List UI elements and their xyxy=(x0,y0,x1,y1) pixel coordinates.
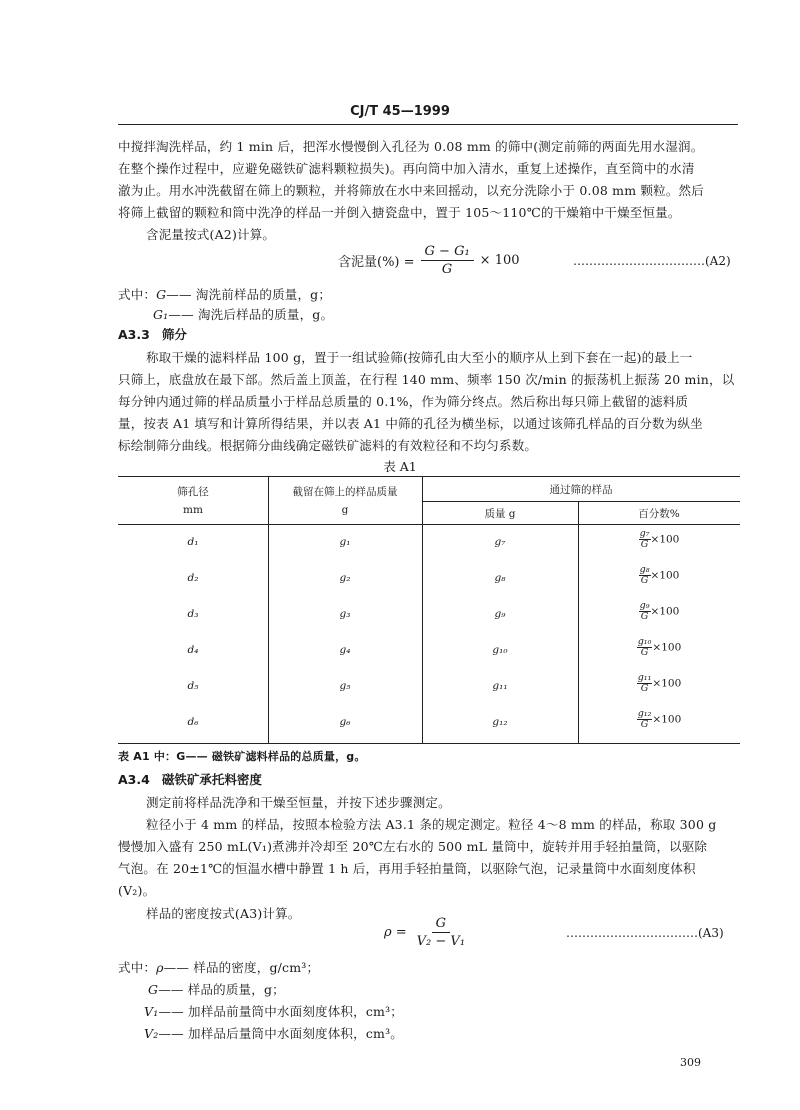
where-text: —— 淘洗后样品的质量，g。 xyxy=(168,307,334,322)
cell-retained: g₅ xyxy=(339,680,351,692)
cell-passing-percent xyxy=(578,637,740,658)
header-retained-unit: g xyxy=(341,504,349,516)
percent-denominator: G xyxy=(640,647,649,658)
cell-passing-percent xyxy=(578,529,740,550)
percent-numerator: g₇ xyxy=(639,528,650,539)
where-item xyxy=(144,1002,403,1020)
cell-passing-percent xyxy=(578,601,740,622)
formula-a2-numerator: G − G₁ xyxy=(421,244,474,261)
table-caption: 表 A1 xyxy=(383,459,417,474)
paragraph-line: 中搅拌淘洗样品，约 1 min 后，把浑水慢慢倒入孔径为 0.08 mm 的筛中(测定前筛的两面先用水湿润。 xyxy=(118,139,704,154)
percent-tail: ×100 xyxy=(650,569,680,582)
where-item xyxy=(144,1024,403,1042)
cell-aperture: d₅ xyxy=(187,680,199,692)
paragraph-line: 每分钟内通过筛的样品质量小于样品总质量的 0.1%，作为筛分终点。然后称出每只筛上截留的滤料质 xyxy=(118,394,689,409)
cell-passing-mass: g₉ xyxy=(494,608,506,620)
where-symbol: ρ xyxy=(156,960,164,975)
where-item xyxy=(153,305,333,323)
section-number: A3.4 xyxy=(118,772,150,787)
section-title: 筛分 xyxy=(161,327,187,342)
header-aperture: 筛孔径 xyxy=(177,486,209,498)
density-intro: 样品的密度按式(A3)计算。 xyxy=(146,906,301,921)
where-lead: 式中： xyxy=(118,287,157,302)
where-symbol: V₂ xyxy=(144,1026,159,1041)
formula-a3-lhs: ρ = xyxy=(384,925,407,940)
formula-a3 xyxy=(384,916,475,949)
paragraph-line: 量，按表 A1 填写和计算所得结果，并以表 A1 中筛的孔径为横坐标，以通过该筛孔样品的百分数为纵坐 xyxy=(118,416,703,431)
cell-retained: g₃ xyxy=(339,608,351,620)
table-note: 表 A1 中：G—— 磁铁矿滤料样品的总质量，g。 xyxy=(118,750,366,763)
formula-a2 xyxy=(338,244,520,277)
formula-a2-fraction xyxy=(421,244,474,277)
percent-numerator: g₉ xyxy=(639,600,650,611)
percent-denominator: G xyxy=(640,683,649,694)
paragraph-line: 测定前将样品洗净和干燥至恒量，并按下述步骤测定。 xyxy=(146,795,451,810)
where-text: —— 加样品前量筒中水面刻度体积，cm³； xyxy=(158,1004,403,1019)
equation-number-a2: ……………………………(A2) xyxy=(573,254,731,268)
percent-numerator: g₁₁ xyxy=(637,672,652,683)
where-symbol: G xyxy=(148,982,159,997)
where-text: —— 加样品后量筒中水面刻度体积，cm³。 xyxy=(158,1026,403,1041)
percent-denominator: G xyxy=(640,575,649,586)
percent-fraction xyxy=(639,565,651,586)
cell-aperture: d₃ xyxy=(187,608,199,620)
paragraph-line: 气泡。在 20±1℃的恒温水槽中静置 1 h 后，再用手轻拍量筒，以驱除气泡，记录量筒中水面刻度体积 xyxy=(118,861,696,876)
header-passing-percent: 百分数% xyxy=(638,508,680,520)
percent-numerator: g₁₂ xyxy=(637,708,652,719)
header-passing-group: 通过筛的样品 xyxy=(549,484,613,496)
cell-aperture: d₁ xyxy=(187,536,199,548)
paragraph-line: (V₂)。 xyxy=(118,883,156,898)
page-number: 309 xyxy=(680,1056,701,1069)
cell-passing-mass: g₁₂ xyxy=(492,716,508,728)
cell-aperture: d₆ xyxy=(187,716,199,728)
formula-a3-numerator: G xyxy=(432,916,450,933)
paragraph-line: 粒径小于 4 mm 的样品，按照本检验方法 A3.1 条的规定测定。粒径 4～8 mm 的样品，称取 300 g xyxy=(146,817,717,832)
paragraph-line: 称取干燥的滤料样品 100 g，置于一组试验筛(按筛孔由大至小的顺序从上到下套在一起)的最上一 xyxy=(146,350,693,365)
where-text: —— 样品的密度，g/cm³； xyxy=(163,960,320,975)
percent-fraction xyxy=(639,529,651,550)
sieve-table xyxy=(118,476,740,744)
cell-passing-mass: g₁₀ xyxy=(492,644,508,656)
cell-passing-mass: g₁₁ xyxy=(492,680,508,692)
cell-retained: g₂ xyxy=(339,572,351,584)
cell-retained: g₆ xyxy=(339,716,351,728)
table-header-rule xyxy=(118,524,740,525)
percent-fraction xyxy=(637,709,653,730)
cell-passing-percent xyxy=(578,565,740,586)
where-text: —— 淘洗前样品的质量，g； xyxy=(166,287,332,302)
percent-numerator: g₁₀ xyxy=(637,636,652,647)
header-rule xyxy=(118,124,738,125)
table-divider xyxy=(422,501,740,502)
cell-aperture: d₄ xyxy=(187,644,199,656)
formula-a3-fraction xyxy=(413,916,469,949)
cell-passing-percent xyxy=(578,709,740,730)
cell-retained: g₄ xyxy=(339,644,351,656)
header-aperture-unit: mm xyxy=(183,504,203,516)
header-passing-mass: 质量 g xyxy=(484,508,516,520)
percent-tail: ×100 xyxy=(652,677,682,690)
section-heading-a3-3 xyxy=(118,325,199,343)
section-title: 磁铁矿承托料密度 xyxy=(161,772,262,787)
header-retained: 截留在筛上的样品质量 xyxy=(292,486,398,498)
page-header: CJ/T 45—1999 xyxy=(350,104,450,119)
paragraph-line: 在整个操作过程中，应避免磁铁矿滤料颗粒损失)。再向筒中加入清水，重复上述操作，直至筒中的水清 xyxy=(118,161,695,176)
formula-a2-lhs: 含泥量(%) = xyxy=(338,255,415,270)
where-text: —— 样品的质量，g； xyxy=(158,982,285,997)
where-lead: 式中： xyxy=(118,960,157,975)
cell-passing-mass: g₈ xyxy=(494,572,506,584)
cell-passing-percent xyxy=(578,673,740,694)
where-item xyxy=(118,285,331,303)
percent-denominator: G xyxy=(640,719,649,730)
equation-number-a3: ……………………………(A3) xyxy=(566,926,724,940)
formula-a2-tail: × 100 xyxy=(479,253,520,268)
percent-tail: ×100 xyxy=(650,533,680,546)
percent-tail: ×100 xyxy=(650,605,680,618)
section-number: A3.3 xyxy=(118,327,150,342)
paragraph-line: 只筛上，底盘放在最下部。然后盖上顶盖，在行程 140 mm、频率 150 次/min 的振荡机上振荡 20 min，以 xyxy=(118,372,735,387)
percent-tail: ×100 xyxy=(652,641,682,654)
paragraph-line: 澈为止。用水冲洗截留在筛上的颗粒，并将筛放在水中来回摇动，以充分洗除小于 0.08 mm 颗粒。然后 xyxy=(118,183,704,198)
percent-denominator: G xyxy=(640,539,649,550)
mud-intro: 含泥量按式(A2)计算。 xyxy=(146,227,276,242)
where-item xyxy=(118,958,319,976)
where-symbol: G xyxy=(156,287,167,302)
formula-a3-denominator: V₂ − V₁ xyxy=(416,934,466,949)
where-symbol: V₁ xyxy=(144,1004,159,1019)
cell-retained: g₁ xyxy=(339,536,351,548)
percent-fraction xyxy=(639,601,651,622)
where-symbol: G₁ xyxy=(153,307,169,322)
paragraph-line: 将筛上截留的颗粒和筒中洗净的样品一并倒入搪瓷盘中，置于 105～110℃的干燥箱中干燥至恒量。 xyxy=(118,205,681,220)
percent-fraction xyxy=(637,637,653,658)
percent-denominator: G xyxy=(640,611,649,622)
formula-a2-denominator: G xyxy=(441,262,453,277)
percent-tail: ×100 xyxy=(652,713,682,726)
cell-aperture: d₂ xyxy=(187,572,199,584)
section-heading-a3-4 xyxy=(118,770,274,788)
cell-passing-mass: g₇ xyxy=(494,536,506,548)
paragraph-line: 标绘制筛分曲线。根据筛分曲线确定磁铁矿滤料的有效粒径和不均匀系数。 xyxy=(118,438,538,453)
where-item xyxy=(148,980,285,998)
paragraph-line: 慢慢加入盛有 250 mL(V₁)煮沸并冷却至 20℃左右水的 500 mL 量筒中，旋转并用手轻拍量筒，以驱除 xyxy=(118,839,708,854)
percent-fraction xyxy=(637,673,653,694)
percent-numerator: g₈ xyxy=(639,564,650,575)
